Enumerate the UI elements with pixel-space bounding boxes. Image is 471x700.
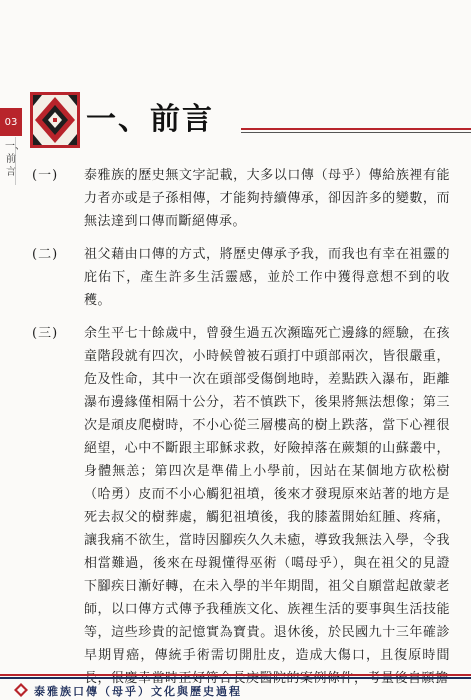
side-section-label: 一、前言 <box>5 141 25 178</box>
atayal-pattern-icon <box>30 92 80 148</box>
title-rule-dark <box>241 132 471 133</box>
paragraph-number: (三) <box>32 326 59 341</box>
paragraph-text: 泰雅族的歷史無文字記載，大多以口傳（母乎）傳給族裡有能力者亦或是子孫相傳，才能夠持續傳承，卻因許多的變數，而無法達到口傳而斷絕傳承。 <box>84 168 450 229</box>
footer-rule-navy <box>0 677 471 679</box>
paragraph-2 <box>32 243 450 312</box>
footer-rule-red <box>0 674 471 676</box>
paragraph-text: 余生平七十餘歲中，曾發生過五次瀕臨死亡邊緣的經驗，在孩童階段就有四次，小時候曾被石頭打中頭部兩次，皆很嚴重，危及性命，其中一次在頭部受傷倒地時，差點跌入瀑布，距離瀑布邊緣僅相隔十公分，若不慎跌下，後果將無法想像；第三次是頑皮爬樹時，不小心從三層樓高的樹上跌落，當下心裡很絕望，心中不斷跟主耶穌求救，好險掉落在蕨類的山蘇叢中，身體無恙；第四次是準備上小學前，因站在某個地方砍松樹（哈勇）皮而不小心觸犯祖墳，後來才發現原來站著的地方是死去叔父的樹葬處，觸犯祖墳後，我的膝蓋開始紅腫、疼痛，讓我痛不欲生，當時因腳疾久久未癒，導致我無法入學，令我相當難過，後來在母親懂得巫術（噶母乎），與在祖父的見證下腳疾日漸好轉，在未入學的半年期間，祖父自願當起啟蒙老師，以口傳方式傳予我種族文化、族裡生活的要事與生活技能等，這些珍貴的記憶實為寶貴。退休後，於民國九十三年確診早期胃癌，傳統手術需切開肚皮，造成大傷口，且復原時間 <box>84 326 450 663</box>
footer <box>0 674 471 700</box>
footer-book-title: 泰雅族口傳（母乎）文化與歷史過程 <box>34 685 242 698</box>
page-number: 03 <box>4 116 18 128</box>
paragraph-number: (二) <box>32 247 59 262</box>
page-number-tab <box>0 108 22 136</box>
paragraph-3 <box>32 322 450 690</box>
paragraph-text: 祖父藉由口傳的方式，將歷史傳承予我，而我也有幸在祖靈的庇佑下，產生許多生活靈感，並於工作中獲得意想不到的收穫。 <box>84 247 450 308</box>
paragraph-1 <box>32 164 450 233</box>
title-rule-red <box>241 128 471 130</box>
diamond-icon <box>14 683 28 697</box>
heading <box>86 100 471 144</box>
paragraph-number: (一) <box>32 168 59 183</box>
body-content <box>32 164 450 700</box>
page-title: 一、前言 <box>86 102 214 137</box>
